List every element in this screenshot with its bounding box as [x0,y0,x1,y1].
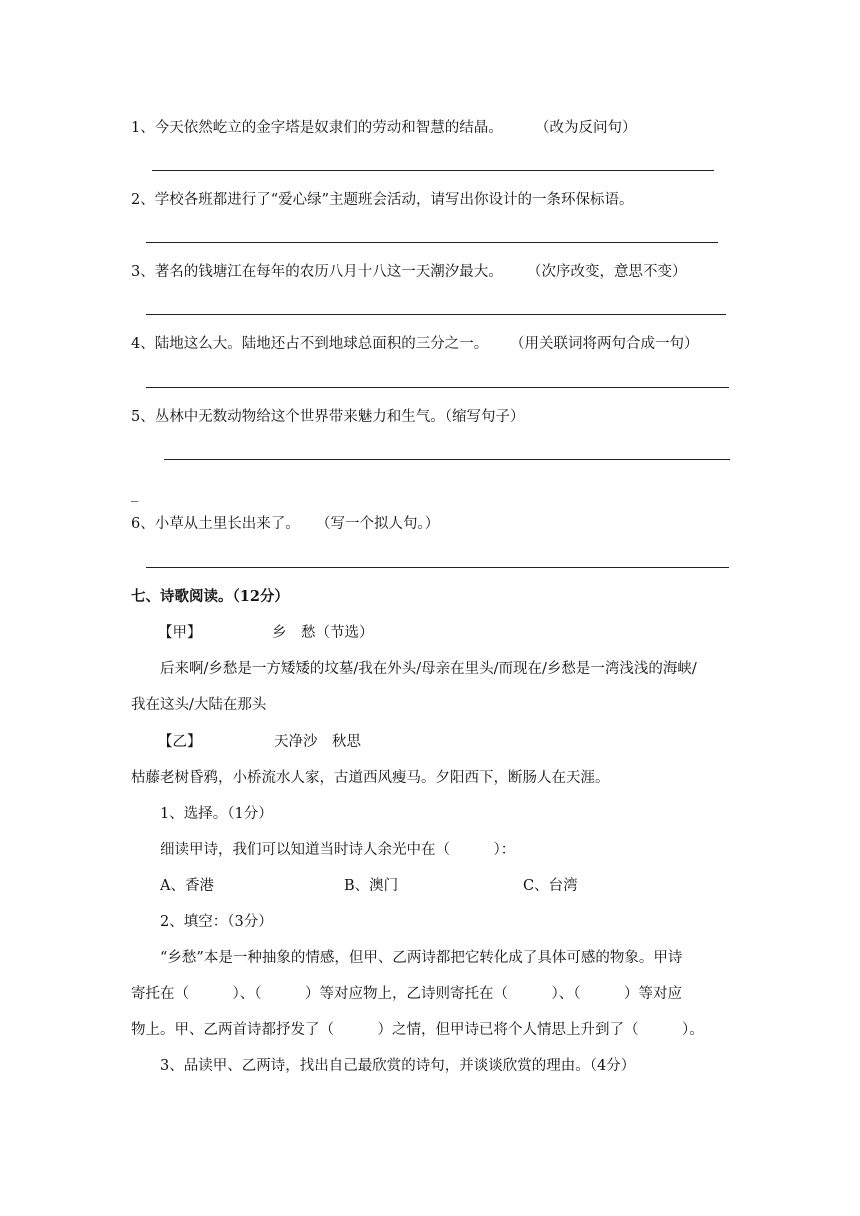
q2-line-3: 物上。甲、乙两首诗都抒发了（ ）之情，但甲诗已将个人情思上升到了（ ）。 [131,1022,704,1038]
question-1-text: 1、今天依然屹立的金字塔是奴隶们的劳动和智慧的结晶。 [131,120,503,136]
q2-line-2: 寄托在（ ）、（ ）等对应物上，乙诗则寄托在（ ）、（ ）等对应 [131,986,682,1002]
q2-title: 2、填空：（3分） [160,914,273,930]
question-6-text: 6、小草从土里长出来了。 [131,516,300,532]
q3-title: 3、品读甲、乙两诗，找出自己最欣赏的诗句，并谈谈欣赏的理由。（4分） [160,1058,636,1074]
q1-option-a[interactable]: A、香港 [160,878,214,894]
poem-b-tag: 【乙】 [158,734,202,750]
poem-a-line-2: 我在这头/大陆在那头 [131,697,267,713]
answer-line-2[interactable] [146,242,718,243]
answer-line-1[interactable] [152,170,714,171]
question-4-hint: （用关联词将两句合成一句） [510,336,699,352]
question-3-hint: （次序改变，意思不变） [527,264,687,280]
question-2-text: 2、学校各班都进行了“爱心绿”主题班会活动，请写出你设计的一条环保标语。 [131,192,634,208]
q1-title: 1、选择。（1分） [160,806,273,822]
q1-stem: 细读甲诗，我们可以知道当时诗人余光中在（ ）： [160,842,516,858]
question-5-text: 5、丛林中无数动物给这个世界带来魅力和生气。（缩写句子） [131,409,525,425]
answer-line-5[interactable] [164,459,730,460]
q1-option-b[interactable]: B、澳门 [344,878,399,894]
question-4-text: 4、陆地这么大。陆地还占不到地球总面积的三分之一。 [131,336,489,352]
poem-b-title: 天净沙 秋思 [274,734,361,750]
answer-line-6[interactable] [146,567,729,568]
poem-a-title: 乡 愁（节选） [272,625,374,641]
poem-a-tag: 【甲】 [158,625,202,641]
answer-line-3[interactable] [146,314,726,315]
q2-line-1: “乡愁”本是一种抽象的情感，但甲、乙两诗都把它转化成了具体可感的物象。甲诗 [160,950,683,966]
q1-option-c[interactable]: C、台湾 [523,878,578,894]
poem-a-line-1: 后来啊/乡愁是一方矮矮的坟墓/我在外头/母亲在里头/而现在/乡愁是一湾浅浅的海峡/ [160,661,697,677]
question-6-hint: （写一个拟人句。） [316,516,440,532]
answer-line-4[interactable] [146,387,729,388]
question-1-hint: （改为反问句） [535,120,637,136]
stray-underscore: _ [131,486,139,502]
question-3-text: 3、著名的钱塘江在每年的农历八月十八这一天潮汐最大。 [131,264,503,280]
section-7-title: 七、诗歌阅读。（12分） [131,588,289,605]
poem-b-line-1: 枯藤老树昏鸦，小桥流水人家，古道西风瘦马。夕阳西下，断肠人在天涯。 [131,770,610,786]
